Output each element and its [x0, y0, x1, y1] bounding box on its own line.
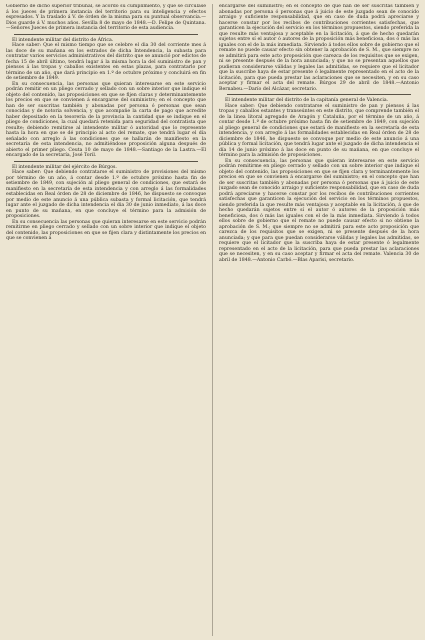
notice-valencia-paragraph-2: En su consecuencia, las personas que quieran interesarse en este servicio podrán remitirme en pliego cerrado y sellado con un sobre interior que indique el objeto del contenido, las proposiciones en que se fijen clara y terminantemente los precios en que se convienen á encargarse del suministro; en el concepto que han de ser suscritas también y abonadas por persona ó personas que á juicio de este juzgado sean de conocido arraigo y suficiente responsabilidad, que en caso de duda podrá apreciarse y hacerse constar por los recibos de contribuciones corrientes satisfechas que garanticen la ejecución del servicio en los términos propuestos, siendo preferida la que resulte más ventajosa y aceptable en la licitación, á que de hecho quedarán sujetos entre sí el autor ó autores de la proposición más beneficiosa, dos ó más las iguales con el de la más inmediata. Sirviendo á todos ellos sobre de gobierno que el remate no puede causar efecto si no obtiene la aprobación de S. M.; que siempre no se admitirá para este acto proposición que carezca de los requisitos que se exigen, ni se presente después de la hora anunciada; y que para que puedan considerarse válidas y legales las admitidas, se requiere que el licitador que la suscriba haya de estar presente ó legalmente representado en el acto de la licitación, para que pueda prestar las aclaraciones que se necesiten, y en su caso aceptar y firmar el acta del remate. Valencia 30 de abril de 1848.—Antonio Carbó.—Blas Aparisi, secretario. — [219, 158, 419, 263]
section-divider — [227, 94, 411, 95]
continuation-paragraph: encargarse del suministro; en el concepto de que han de ser suscritas también y abonadas por persona ó personas que á juicio de este juzgado sean de conocido arraigo y suficiente responsabilidad, que en caso de duda podrá apreciarse y hacerse constar por los recibos de contribuciones corrientes satisfechas, que garanticen la ejecución del servicio en los términos propuestos, siendo preferida la que resulte más ventajosa y aceptable en la licitación, á que de hecho quedarán sujetos entre sí el autor ó autores de la proposición más beneficiosa, dos ó más las iguales con el de la más inmediata. Sirviendo á todos ellos sobre de gobierno que el remate no puede causar efecto sin obtener la aprobación de S. M., que siempre no se admitirá para este acto proposición que carezca de los requisitos que se exigen, ni se presente después de la hora anunciada; y que no se presentan aquellos que pudieran considerarse válidas y legales las admitidas, se requiere que el licitador que la suscribe haya de estar presente ó legalmente representado en el acto de la licitación, para que pueda prestar las aclaraciones que se necesiten, y en su caso aceptar y firmar el acta del remate. Búrgos 29 de abril de 1848.—Antonio Bernabeu.—Darío del Alcázar, secretario. — [219, 4, 419, 92]
column-rule — [212, 4, 213, 636]
notice-valencia-paragraph-1: Hace saber: Que debiendo contratarse el suministro de pan y piensos á las tropas y caballos estantes y transeúntes en este distrito, que comprende también el de la linea litoral agregado de Aragón y Cataluña, por el término de un año, á contar desde 1.º de octubre próximo hasta fin de setiembre de 1849, con sujeción al pliego general de condiciones que estará de manifiesto en la secretaría de esta intendencia, y con arreglo á las formalidades establecidas en Real órden de 28 de diciembre de 1846, he dispuesto se convoque por medio de este anuncio á una pública y formal licitación, que tendrá lugar ante el juzgado de dicha intendencia el día 14 de junio próximo á las doce en punto de su mañana, en que concluye el término para la admisión de proposiciones. — [219, 103, 419, 158]
section-divider — [14, 34, 198, 35]
notice-burgos-paragraph-1: Hace saber: Que debiendo contratarse el suministro de provisiones del mismo por término de un año, á contar desde 1.º de octubre próximo hasta fin de setiembre de 1849, con sujeción al pliego general de condiciones, que estará de manifiesto en la secretaría de esta intendencia y con arreglo á las formalidades establecidas en Real órden de 28 de diciembre de 1846, he dispuesto se convoque por medio de este anuncio á una pública subasta y formal licitación, que tendrá lugar ante el juzgado de dicha intendencia el dia 30 de junio inmediato, á las doce en punto de su mañana, en que concluye el término para la admisión de proposiciones. — [6, 170, 206, 219]
right-column — [219, 4, 419, 636]
notice-burgos-paragraph-2: En su consecuencia las personas que quieran interesarse en este servicio podrán remitirme en pliego cerrado y sellado con un sobre interior que indique el objeto del contenido, las proposiciones en que se fijen clara y distintamente los precios en que se convienen á — [6, 219, 206, 241]
intro-paragraph: Gobierno de dicho superior tribunal, se acordó su cumplimiento, y que se circulase á los jueces de primera instancia del territorio para su inteligencia y efectos espresados. Y la traslado á V. de órden de la misma para su puntual observancia.—Dios guarde á V. muchos años. Sevilla 8 de mayo de 1848.—D. Felipe de Quintana.—Señores Jueces de primera instancia del territorio de esta audiencia. — [6, 4, 206, 31]
notice-heading-burgos: El intendente militar del ejército de Búrgos. — [12, 164, 117, 170]
notice-heading-africa: El intendente militar del distrito de África. — [12, 37, 114, 43]
section-divider — [14, 161, 198, 162]
notice-heading-valencia: El intendente militar del distrito de la capitanía general de Valencia. — [225, 98, 389, 103]
notice-africa-paragraph-2: En su consecuencia, las personas que quieran interesarse en este servicio podrán remitir en un pliego cerrado y sellado con un sobre interior que indique el objeto del contenido, las proposiciones en que se fijen claras y determinantemente los precios en que se convienen á encargarse del suministro; en el concepto que han de ser suscritas también y abonadas por persona ó personas que sean conocidas y de notoria solvencia, y que acompañe la carta de pago que acredite haber depositado en la tesorería de la provincia la cantidad que se indique en el pliego de condiciones, la cual quedará retenida para seguridad del contratista que resulte; debiendo remitirse al intendente militar ó autoridad que lo represente hasta la hora en que se dé principio al acto del remate, que tendrá lugar el día señalado con arreglo á las condiciones que se hallarán de manifiesto en la secretaría de esta intendencia, no admitiéndose proposición alguna después de abierto el primer pliego. Ceuta 10 de mayo de 1848.—Santiago de la Lastra.—El encargado de la secretaría, José Toril. — [6, 81, 206, 158]
left-column — [6, 4, 206, 636]
notice-africa-paragraph-1: Hace saber: Que el mismo tiempo que se celebre el dia 30 del corriente mes á las doce de su mañana en los estrados de dicha Intendencia, la subasta para contratar varios servicios administrativos del distrito que se anunció por edictos de fecha 15 de abril último, tendrá lugar á la misma hora la del suministro de pan y piensos á las tropas y caballos existentes en estas plazas, para contratarlo por término de un año, que dará principio en 1.º de octubre próximo y concluirá en fin de setiembre de 1849. — [6, 43, 206, 81]
